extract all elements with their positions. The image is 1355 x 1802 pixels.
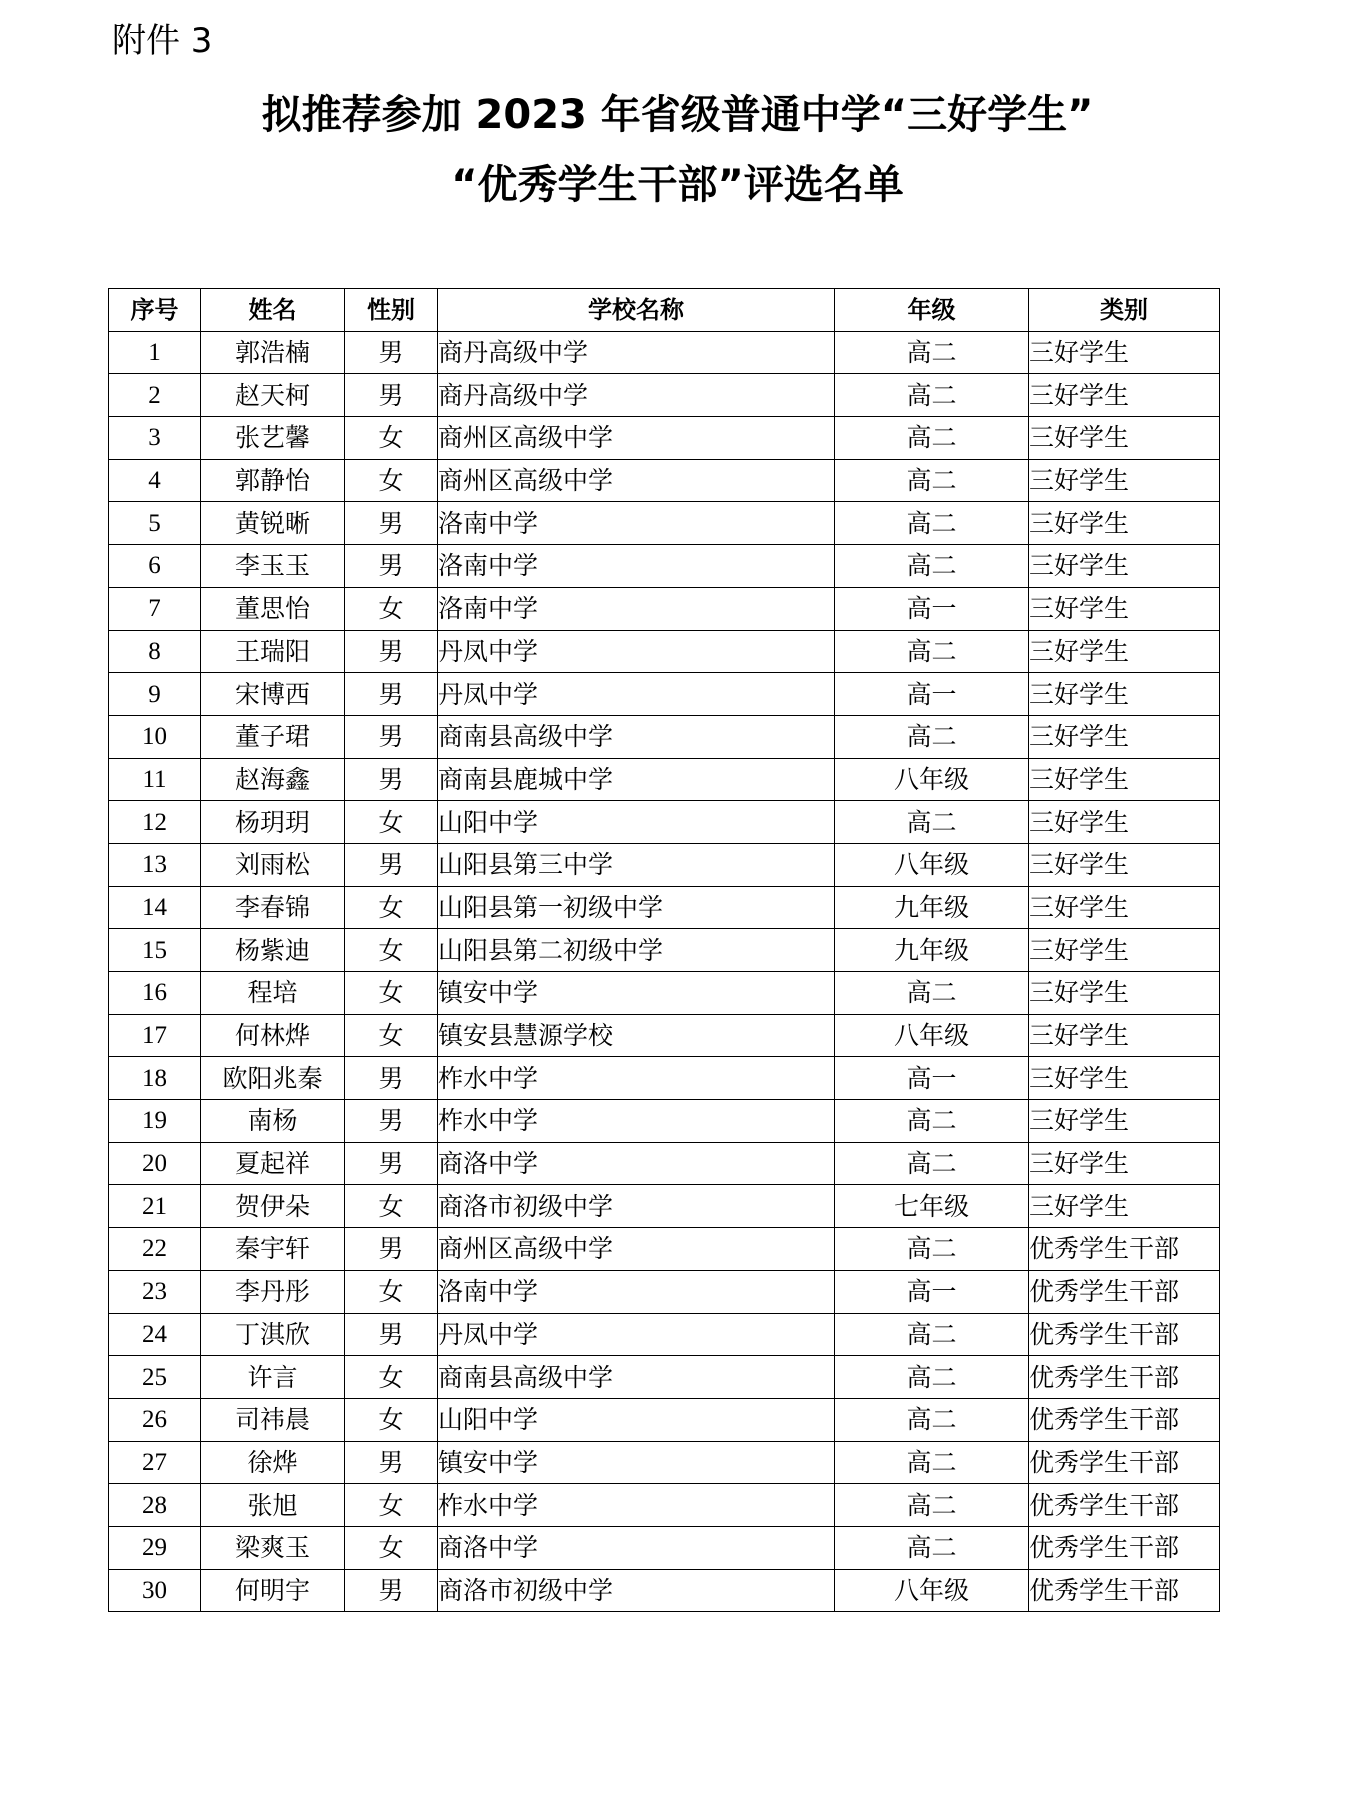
cell-name: 郭静怡: [201, 459, 345, 502]
cell-school: 镇安县慧源学校: [438, 1014, 835, 1057]
table-row: [109, 801, 1220, 844]
cell-school: 商州区高级中学: [438, 1228, 835, 1271]
cell-index: 9: [109, 673, 201, 716]
cell-name: 赵天柯: [201, 374, 345, 417]
cell-index: 7: [109, 587, 201, 630]
cell-name: 张旭: [201, 1484, 345, 1527]
cell-category: 三好学生: [1029, 886, 1220, 929]
cell-name: 程培: [201, 972, 345, 1015]
cell-name: 秦宇轩: [201, 1228, 345, 1271]
cell-grade: 高一: [835, 1270, 1029, 1313]
cell-name: 董思怡: [201, 587, 345, 630]
cell-gender: 男: [345, 715, 438, 758]
table-row: [109, 886, 1220, 929]
header-category: 类别: [1029, 289, 1220, 332]
cell-school: 丹凤中学: [438, 1313, 835, 1356]
cell-category: 三好学生: [1029, 1142, 1220, 1185]
table-row: [109, 331, 1220, 374]
cell-gender: 女: [345, 1356, 438, 1399]
cell-school: 洛南中学: [438, 1270, 835, 1313]
cell-category: 优秀学生干部: [1029, 1228, 1220, 1271]
header-grade: 年级: [835, 289, 1029, 332]
attachment-label: 附件 3: [112, 21, 213, 61]
cell-school: 商丹高级中学: [438, 374, 835, 417]
cell-category: 三好学生: [1029, 1057, 1220, 1100]
cell-index: 16: [109, 972, 201, 1015]
table-row: [109, 758, 1220, 801]
cell-category: 三好学生: [1029, 1185, 1220, 1228]
cell-name: 徐烨: [201, 1441, 345, 1484]
table-row: [109, 459, 1220, 502]
table-row: [109, 929, 1220, 972]
cell-category: 三好学生: [1029, 1014, 1220, 1057]
table-row: [109, 1228, 1220, 1271]
cell-category: 三好学生: [1029, 1100, 1220, 1143]
cell-grade: 高二: [835, 715, 1029, 758]
cell-gender: 女: [345, 417, 438, 460]
cell-school: 柞水中学: [438, 1484, 835, 1527]
cell-grade: 高二: [835, 972, 1029, 1015]
cell-school: 镇安中学: [438, 972, 835, 1015]
cell-grade: 高二: [835, 1313, 1029, 1356]
cell-gender: 男: [345, 1569, 438, 1612]
cell-index: 11: [109, 758, 201, 801]
cell-index: 6: [109, 545, 201, 588]
cell-index: 30: [109, 1569, 201, 1612]
cell-category: 三好学生: [1029, 587, 1220, 630]
cell-name: 何林烨: [201, 1014, 345, 1057]
cell-gender: 男: [345, 673, 438, 716]
header-name: 姓名: [201, 289, 345, 332]
table-header-row: [109, 289, 1220, 332]
cell-name: 贺伊朵: [201, 1185, 345, 1228]
cell-category: 三好学生: [1029, 374, 1220, 417]
cell-category: 三好学生: [1029, 929, 1220, 972]
cell-index: 27: [109, 1441, 201, 1484]
cell-category: 优秀学生干部: [1029, 1356, 1220, 1399]
cell-grade: 高二: [835, 1228, 1029, 1271]
cell-category: 三好学生: [1029, 545, 1220, 588]
cell-index: 21: [109, 1185, 201, 1228]
cell-index: 13: [109, 843, 201, 886]
table-row: [109, 1185, 1220, 1228]
cell-index: 3: [109, 417, 201, 460]
table-row: [109, 843, 1220, 886]
cell-grade: 高一: [835, 587, 1029, 630]
table-row: [109, 1484, 1220, 1527]
table-row: [109, 1142, 1220, 1185]
cell-school: 洛南中学: [438, 587, 835, 630]
cell-gender: 女: [345, 459, 438, 502]
cell-gender: 男: [345, 1441, 438, 1484]
cell-gender: 女: [345, 929, 438, 972]
table-row: [109, 1398, 1220, 1441]
page-title-line-2: “优秀学生干部”评选名单: [451, 162, 904, 208]
cell-grade: 七年级: [835, 1185, 1029, 1228]
cell-category: 三好学生: [1029, 630, 1220, 673]
cell-school: 商州区高级中学: [438, 459, 835, 502]
cell-name: 司祎晨: [201, 1398, 345, 1441]
cell-index: 18: [109, 1057, 201, 1100]
table-row: [109, 1057, 1220, 1100]
cell-name: 梁爽玉: [201, 1526, 345, 1569]
cell-category: 三好学生: [1029, 801, 1220, 844]
cell-school: 商南县高级中学: [438, 715, 835, 758]
cell-gender: 女: [345, 972, 438, 1015]
table-row: [109, 587, 1220, 630]
cell-gender: 男: [345, 843, 438, 886]
cell-name: 丁淇欣: [201, 1313, 345, 1356]
cell-category: 三好学生: [1029, 417, 1220, 460]
cell-name: 何明宇: [201, 1569, 345, 1612]
table-row: [109, 502, 1220, 545]
cell-gender: 男: [345, 758, 438, 801]
cell-grade: 高二: [835, 1356, 1029, 1399]
cell-school: 商洛市初级中学: [438, 1185, 835, 1228]
table-row: [109, 715, 1220, 758]
cell-gender: 男: [345, 331, 438, 374]
cell-gender: 男: [345, 374, 438, 417]
cell-gender: 男: [345, 502, 438, 545]
cell-index: 10: [109, 715, 201, 758]
cell-index: 28: [109, 1484, 201, 1527]
header-gender: 性别: [345, 289, 438, 332]
cell-grade: 高二: [835, 1100, 1029, 1143]
cell-index: 23: [109, 1270, 201, 1313]
cell-school: 山阳县第二初级中学: [438, 929, 835, 972]
cell-name: 李玉玉: [201, 545, 345, 588]
cell-index: 29: [109, 1526, 201, 1569]
cell-category: 优秀学生干部: [1029, 1270, 1220, 1313]
cell-gender: 男: [345, 1142, 438, 1185]
cell-school: 商洛中学: [438, 1526, 835, 1569]
cell-name: 刘雨松: [201, 843, 345, 886]
cell-category: 三好学生: [1029, 843, 1220, 886]
table-row: [109, 630, 1220, 673]
cell-school: 商丹高级中学: [438, 331, 835, 374]
cell-category: 优秀学生干部: [1029, 1569, 1220, 1612]
cell-grade: 高二: [835, 630, 1029, 673]
cell-school: 洛南中学: [438, 545, 835, 588]
cell-grade: 高二: [835, 1484, 1029, 1527]
cell-school: 商南县鹿城中学: [438, 758, 835, 801]
cell-gender: 女: [345, 1398, 438, 1441]
table-row: [109, 1526, 1220, 1569]
cell-grade: 高一: [835, 1057, 1029, 1100]
cell-category: 三好学生: [1029, 459, 1220, 502]
cell-index: 26: [109, 1398, 201, 1441]
cell-grade: 高二: [835, 545, 1029, 588]
cell-category: 优秀学生干部: [1029, 1441, 1220, 1484]
cell-grade: 高二: [835, 1398, 1029, 1441]
cell-gender: 男: [345, 1228, 438, 1271]
table-row: [109, 972, 1220, 1015]
cell-gender: 女: [345, 886, 438, 929]
cell-school: 丹凤中学: [438, 673, 835, 716]
cell-name: 黄锐晰: [201, 502, 345, 545]
cell-index: 17: [109, 1014, 201, 1057]
cell-category: 三好学生: [1029, 758, 1220, 801]
cell-name: 王瑞阳: [201, 630, 345, 673]
header-index: 序号: [109, 289, 201, 332]
cell-grade: 高二: [835, 502, 1029, 545]
cell-gender: 女: [345, 1185, 438, 1228]
cell-name: 杨玥玥: [201, 801, 345, 844]
table-row: [109, 1313, 1220, 1356]
cell-gender: 女: [345, 1484, 438, 1527]
cell-school: 商州区高级中学: [438, 417, 835, 460]
candidate-table: [108, 288, 1220, 1612]
cell-name: 欧阳兆秦: [201, 1057, 345, 1100]
table-row: [109, 374, 1220, 417]
cell-index: 8: [109, 630, 201, 673]
cell-grade: 高二: [835, 417, 1029, 460]
cell-name: 李春锦: [201, 886, 345, 929]
table-row: [109, 545, 1220, 588]
cell-grade: 八年级: [835, 1014, 1029, 1057]
cell-grade: 八年级: [835, 1569, 1029, 1612]
cell-index: 2: [109, 374, 201, 417]
cell-school: 丹凤中学: [438, 630, 835, 673]
cell-category: 三好学生: [1029, 715, 1220, 758]
cell-index: 15: [109, 929, 201, 972]
cell-grade: 高二: [835, 374, 1029, 417]
cell-index: 24: [109, 1313, 201, 1356]
cell-name: 夏起祥: [201, 1142, 345, 1185]
cell-gender: 女: [345, 1270, 438, 1313]
cell-school: 山阳中学: [438, 1398, 835, 1441]
cell-school: 柞水中学: [438, 1057, 835, 1100]
table-row: [109, 1441, 1220, 1484]
table-row: [109, 1270, 1220, 1313]
cell-name: 董子珺: [201, 715, 345, 758]
cell-gender: 男: [345, 545, 438, 588]
cell-index: 22: [109, 1228, 201, 1271]
cell-gender: 男: [345, 630, 438, 673]
table-row: [109, 1569, 1220, 1612]
cell-index: 5: [109, 502, 201, 545]
cell-grade: 高一: [835, 673, 1029, 716]
cell-school: 山阳县第三中学: [438, 843, 835, 886]
cell-index: 20: [109, 1142, 201, 1185]
cell-gender: 男: [345, 1313, 438, 1356]
table-row: [109, 673, 1220, 716]
cell-name: 赵海鑫: [201, 758, 345, 801]
cell-category: 优秀学生干部: [1029, 1484, 1220, 1527]
cell-index: 4: [109, 459, 201, 502]
cell-category: 优秀学生干部: [1029, 1313, 1220, 1356]
cell-gender: 女: [345, 801, 438, 844]
cell-gender: 女: [345, 1526, 438, 1569]
cell-index: 14: [109, 886, 201, 929]
cell-school: 商洛中学: [438, 1142, 835, 1185]
cell-name: 许言: [201, 1356, 345, 1399]
cell-gender: 女: [345, 587, 438, 630]
cell-grade: 高二: [835, 1142, 1029, 1185]
page-title-line-1: 拟推荐参加 2023 年省级普通中学“三好学生”: [261, 92, 1094, 138]
cell-gender: 男: [345, 1100, 438, 1143]
cell-grade: 九年级: [835, 886, 1029, 929]
cell-school: 洛南中学: [438, 502, 835, 545]
cell-gender: 男: [345, 1057, 438, 1100]
cell-category: 优秀学生干部: [1029, 1398, 1220, 1441]
table-row: [109, 1100, 1220, 1143]
cell-school: 镇安中学: [438, 1441, 835, 1484]
table-row: [109, 417, 1220, 460]
cell-category: 优秀学生干部: [1029, 1526, 1220, 1569]
cell-index: 12: [109, 801, 201, 844]
table-row: [109, 1014, 1220, 1057]
cell-school: 商南县高级中学: [438, 1356, 835, 1399]
cell-category: 三好学生: [1029, 972, 1220, 1015]
table-row: [109, 1356, 1220, 1399]
cell-name: 张艺馨: [201, 417, 345, 460]
cell-name: 南杨: [201, 1100, 345, 1143]
cell-index: 19: [109, 1100, 201, 1143]
cell-grade: 九年级: [835, 929, 1029, 972]
cell-index: 1: [109, 331, 201, 374]
cell-index: 25: [109, 1356, 201, 1399]
cell-category: 三好学生: [1029, 331, 1220, 374]
cell-school: 柞水中学: [438, 1100, 835, 1143]
cell-name: 宋博西: [201, 673, 345, 716]
cell-name: 李丹彤: [201, 1270, 345, 1313]
header-school: 学校名称: [438, 289, 835, 332]
cell-category: 三好学生: [1029, 502, 1220, 545]
cell-grade: 高二: [835, 1441, 1029, 1484]
cell-grade: 八年级: [835, 843, 1029, 886]
cell-school: 山阳中学: [438, 801, 835, 844]
cell-grade: 高二: [835, 801, 1029, 844]
cell-school: 山阳县第一初级中学: [438, 886, 835, 929]
cell-gender: 女: [345, 1014, 438, 1057]
cell-grade: 八年级: [835, 758, 1029, 801]
cell-grade: 高二: [835, 331, 1029, 374]
cell-grade: 高二: [835, 459, 1029, 502]
cell-category: 三好学生: [1029, 673, 1220, 716]
cell-name: 杨紫迪: [201, 929, 345, 972]
cell-name: 郭浩楠: [201, 331, 345, 374]
cell-grade: 高二: [835, 1526, 1029, 1569]
cell-school: 商洛市初级中学: [438, 1569, 835, 1612]
